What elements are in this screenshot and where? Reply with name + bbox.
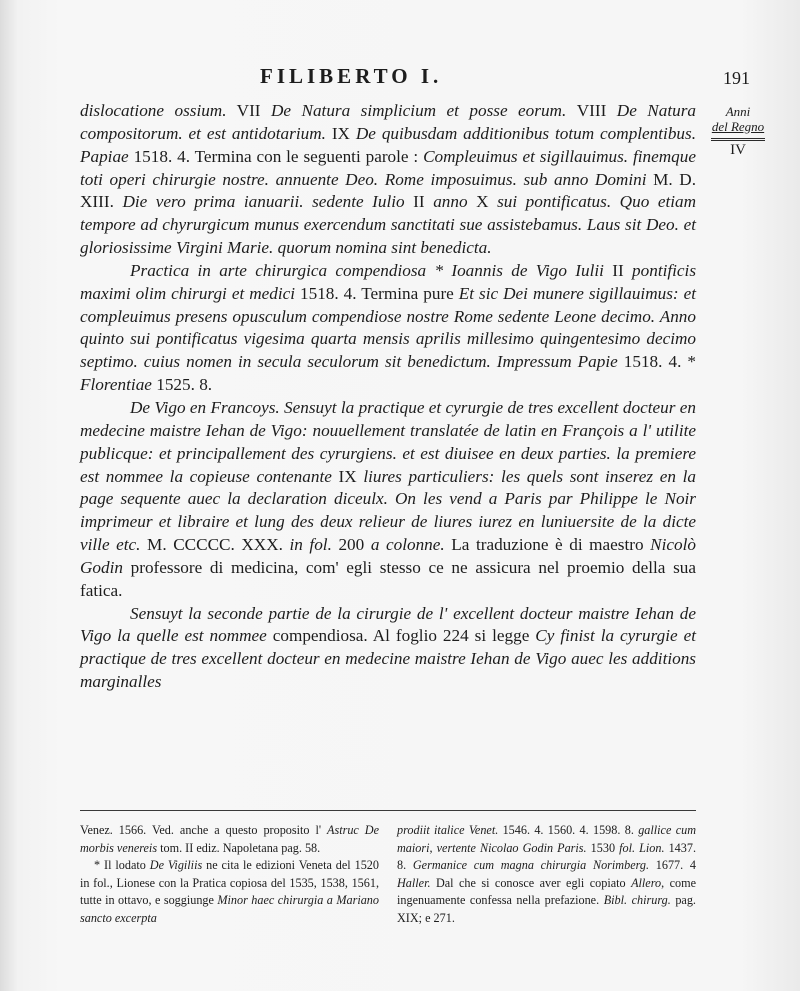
fl-seg2: Astruc De morbis venereis (80, 823, 379, 855)
p3-seg9: Nicolò Godin (80, 535, 697, 577)
p3-seg8: La traduzione è di maestro (444, 535, 651, 555)
fr-seg2: 1546. 4. 1560. 4. 1598. 8. (498, 823, 639, 837)
margin-note-line1: Anni (725, 104, 751, 119)
fr-seg1: prodiit italice Venet. (397, 823, 499, 837)
p3-seg3: liures particuliers: les quels sont inserez en la page sequente auec la declaration diceulx. On les vend a Paris par Philippe le Noir imprimeur et libraire et lung des deux relieur de liures iurez en luniuersite de la dicte ville etc. (80, 466, 696, 555)
paragraph-3 (80, 397, 696, 603)
p3-seg1: De Vigo en Francoys. Sensuyt la practique et cyrurgie de tres excellent docteur en medecine maistre Iehan de Vigo: nouuellement translatée de latin en François a l' utilite publicque: et principallement des cyrurgiens. et est diuisee en deux parties. la premiere est nommee la copieuse contenante (80, 397, 696, 486)
page-header (80, 64, 750, 94)
p3-seg7: a colonne. (370, 535, 445, 555)
fl-seg7: Minor haec chirurgia a Mariano sancto excerpta (80, 893, 379, 925)
paragraph-4 (80, 603, 696, 694)
p3-seg4: M. CCCCC. XXX. (140, 535, 290, 555)
p1-seg1: dislocatione ossium. (80, 101, 227, 120)
p2-seg3: pontificis maximi olim chirurgi et medici (80, 260, 697, 303)
fr-seg3: gallice cum maiori, vertente Nicolao Godin Paris. (397, 823, 696, 855)
p1-seg5: De Natura compositorum. et est antidotarium. (80, 101, 696, 143)
fr-seg4: 1530 (586, 840, 620, 855)
p2-seg7: Florentiae (80, 375, 152, 395)
margin-note-line2: del Regno (711, 119, 765, 134)
p1-seg10: M. D. XIII. (80, 169, 696, 212)
p1-seg8: 1518. 4. Termina con le seguenti parole : (128, 146, 424, 166)
fr-seg8: 1677. 4 (649, 858, 696, 872)
running-title: FILIBERTO I. (260, 64, 443, 88)
p4-seg2: compendiosa. Al foglio 224 si legge (266, 626, 536, 646)
margin-note-number: IV (730, 142, 746, 158)
paragraph-2 (80, 260, 696, 397)
fr-seg12: , come ingenuamente confessa nella prefazione. (397, 875, 696, 907)
fr-seg7: Germanice cum magna chirurgia Norimberg. (412, 858, 650, 872)
footnote-right-para (397, 822, 696, 927)
footnote-left-para-2 (80, 857, 379, 927)
fl-seg3: tom. II ediz. Napoletana pag. 58. (157, 840, 321, 855)
p2-seg6: 1518. 4. * (617, 352, 697, 372)
p1-seg4: VIII (576, 101, 617, 120)
p4-seg1: Sensuyt la seconde partie de la cirurgie de l' excellent docteur maistre Iehan de Vigo la quelle est nommee (80, 603, 696, 646)
footnote-column-right (397, 822, 696, 927)
p1-seg9: Compleuimus et sigillauimus. finemque toti operi chirurgie nostre. annuente Deo. Rome imposuimus. sub anno Domini (80, 146, 696, 189)
p1-seg6: IX (325, 123, 356, 143)
p2-seg1: Practica in arte chirurgica compendiosa * Ioannis de Vigo Iulii (130, 260, 604, 280)
p1-seg14: X (467, 192, 498, 212)
p3-seg10: professore di medicina, com' egli stesso ce ne assicura nel proemio della sua fatica. (80, 557, 696, 600)
p1-seg11: Die vero prima ianuarii. sedente Iulio (122, 192, 405, 212)
p1-seg2: VII (226, 101, 271, 120)
fl-seg5: De Vigiliis (149, 858, 203, 872)
margin-note-rule (711, 138, 765, 141)
fr-seg6: 1437. 8. (397, 840, 697, 872)
main-text (80, 100, 696, 694)
p4-seg3: Cy finist la cyrurgie et practique de tres excellent docteur en medecine maistre Iehan de Vigo auec les additions marginalles (80, 626, 696, 692)
fl-seg1: Venez. 1566. Ved. anche a questo proposito l' (80, 823, 327, 837)
footnote-left-para (80, 822, 379, 857)
footnotes (80, 822, 696, 927)
footnote-separator (80, 810, 696, 811)
fr-seg11: Allero (631, 875, 662, 890)
fl-seg4: * Il lodato (94, 858, 150, 872)
fr-seg10: Dal che si conosce aver egli copiato (430, 875, 632, 890)
p2-seg8: 1525. 8. (151, 375, 213, 395)
p2-seg5: Et sic Dei munere sigillauimus: et compleuimus presens opusculum compendiose nostre Rome sedente Leone decimo. Anno quinto sui pontificatus vigesima quarta mensis aprilis millesimo quingentesimo decimo septimo. cuius nomen in secula seculorum sit benedictum. Impressum Papie (80, 283, 696, 372)
p1-seg3: De Natura simplicium et posse eorum. (271, 101, 577, 120)
fr-seg5: fol. Lion. (619, 840, 665, 855)
page-number: 191 (723, 68, 750, 88)
p1-seg12: II (404, 192, 434, 212)
fl-seg6: ne cita le edizioni Veneta del 1520 in fol., Lionese con la Pratica copiosa del 1535, 1538, 1561, tutte in ottavo, e soggiunge (80, 858, 379, 907)
paragraph-1 (80, 100, 696, 260)
p2-seg4: 1518. 4. Termina pure (295, 283, 459, 303)
p3-seg5: in fol. (289, 535, 332, 555)
margin-note (703, 104, 773, 158)
p1-seg13: anno (433, 192, 468, 212)
fr-seg13: Bibl. chirurg. (603, 893, 671, 907)
p3-seg6: 200 (331, 535, 371, 555)
p3-seg2: IX (331, 466, 364, 486)
p1-seg7: De quibusdam additionibus totum complentibus. Papiae (80, 123, 697, 166)
fr-seg14: pag. XIX; e 271. (397, 893, 696, 925)
p2-seg2: II (603, 260, 633, 280)
footnote-column-left (80, 822, 379, 927)
p1-seg15: sui pontificatus. Quo etiam tempore ad chyrurgicum munus exercendum sanctitati sue assistebamus. Laus sit Deo. et gloriosissime Virgini Marie. quorum nomina sint benedicta. (80, 192, 697, 258)
fr-seg9: Haller. (397, 875, 431, 890)
